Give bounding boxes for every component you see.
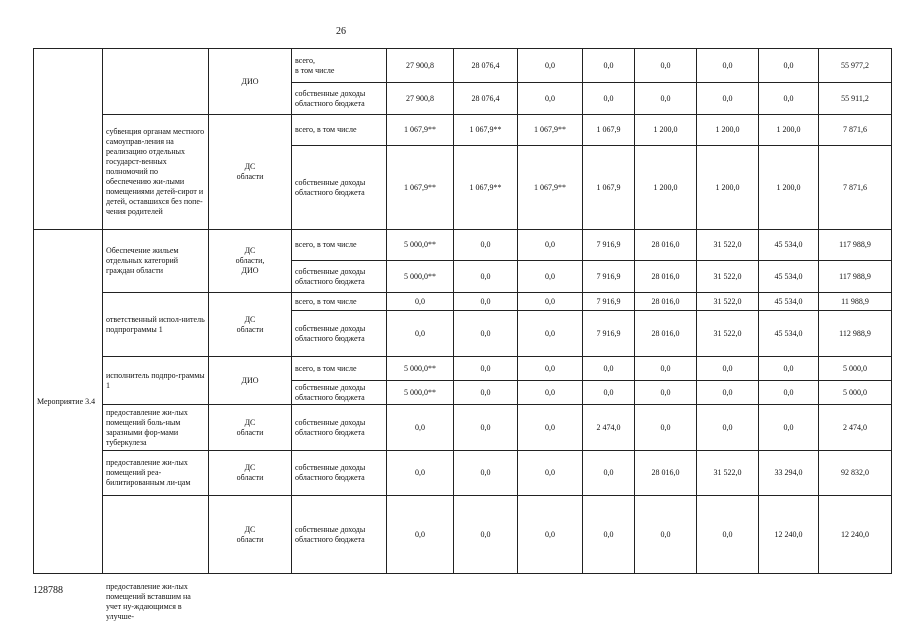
value-cell: 7 916,9 bbox=[583, 230, 635, 261]
executor-cell: ДС области, ДИО bbox=[209, 230, 292, 293]
name-cell: субвенция органам местного самоуправ-ления на реализацию отдельных государст-венных полномочий по обеспечению жи-лыми помещениями детей-сирот и детей, оставшихся без попе-чения родителей bbox=[103, 115, 209, 230]
executor-text: ДИО bbox=[241, 76, 259, 86]
value-cell: 0,0 bbox=[387, 293, 454, 311]
event-cell: Мероприятие 3.4 bbox=[34, 230, 103, 574]
source-cell: собственные доходы областного бюджета bbox=[292, 496, 387, 574]
value-cell: 45 534,0 bbox=[759, 230, 819, 261]
value-cell: 0,0 bbox=[583, 496, 635, 574]
executor-cell: ДС области bbox=[209, 496, 292, 574]
value-cell: 1 200,0 bbox=[635, 146, 697, 230]
table-row bbox=[34, 293, 892, 311]
name-cell bbox=[103, 49, 209, 115]
value-cell: 0,0 bbox=[518, 261, 583, 293]
value-cell: 0,0 bbox=[697, 496, 759, 574]
name-cell: ответственный испол-нитель подпрограммы 1 bbox=[103, 293, 209, 357]
value-cell: 0,0 bbox=[454, 311, 518, 357]
value-cell: 1 200,0 bbox=[697, 115, 759, 146]
value-cell: 0,0 bbox=[759, 49, 819, 83]
table-row bbox=[34, 357, 892, 381]
value-cell: 12 240,0 bbox=[759, 496, 819, 574]
value-cell: 27 900,8 bbox=[387, 49, 454, 83]
value-cell: 0,0 bbox=[697, 49, 759, 83]
source-cell: всего, в том числе bbox=[292, 293, 387, 311]
value-cell: 31 522,0 bbox=[697, 230, 759, 261]
executor-cell: ДИО bbox=[209, 357, 292, 405]
value-cell: 1 067,9** bbox=[518, 146, 583, 230]
page-number: 26 bbox=[336, 26, 346, 37]
total-cell: 117 988,9 bbox=[819, 230, 892, 261]
value-cell: 31 522,0 bbox=[697, 261, 759, 293]
value-cell: 0,0 bbox=[518, 405, 583, 451]
source-cell: собственные доходы областного бюджета bbox=[292, 451, 387, 496]
executor-cell: ДС области bbox=[209, 451, 292, 496]
table-row bbox=[34, 230, 892, 261]
value-cell: 0,0 bbox=[759, 405, 819, 451]
table-row bbox=[34, 451, 892, 496]
value-cell: 0,0 bbox=[518, 496, 583, 574]
value-cell: 1 200,0 bbox=[759, 115, 819, 146]
value-cell: 0,0 bbox=[518, 49, 583, 83]
table-row bbox=[34, 496, 892, 574]
value-cell: 0,0 bbox=[454, 293, 518, 311]
value-cell: 28 016,0 bbox=[635, 293, 697, 311]
value-cell: 31 522,0 bbox=[697, 451, 759, 496]
source-cell: всего, в том числе bbox=[292, 357, 387, 381]
value-cell: 0,0 bbox=[583, 357, 635, 381]
value-cell: 31 522,0 bbox=[697, 293, 759, 311]
value-cell: 0,0 bbox=[697, 405, 759, 451]
value-cell: 5 000,0** bbox=[387, 230, 454, 261]
name-cell bbox=[103, 496, 209, 574]
value-cell: 0,0 bbox=[759, 381, 819, 405]
total-cell: 11 988,9 bbox=[819, 293, 892, 311]
source-cell: собственные доходы областного бюджета bbox=[292, 83, 387, 115]
value-cell: 1 067,9 bbox=[583, 115, 635, 146]
value-cell: 28 016,0 bbox=[635, 451, 697, 496]
value-cell: 0,0 bbox=[635, 357, 697, 381]
value-cell: 28 016,0 bbox=[635, 230, 697, 261]
value-cell: 0,0 bbox=[635, 496, 697, 574]
value-cell: 0,0 bbox=[583, 83, 635, 115]
name-cell: исполнитель подпро-граммы 1 bbox=[103, 357, 209, 405]
value-cell: 27 900,8 bbox=[387, 83, 454, 115]
value-cell: 5 000,0** bbox=[387, 261, 454, 293]
value-cell: 0,0 bbox=[454, 261, 518, 293]
executor-cell: ДС области bbox=[209, 293, 292, 357]
value-cell: 0,0 bbox=[454, 451, 518, 496]
value-cell: 0,0 bbox=[518, 230, 583, 261]
name-cell: Обеспечение жильем отдельных категорий граждан области bbox=[103, 230, 209, 293]
value-cell: 0,0 bbox=[518, 451, 583, 496]
value-cell: 7 916,9 bbox=[583, 311, 635, 357]
value-cell: 0,0 bbox=[518, 357, 583, 381]
value-cell: 1 067,9** bbox=[518, 115, 583, 146]
value-cell: 28 016,0 bbox=[635, 261, 697, 293]
total-cell: 5 000,0 bbox=[819, 357, 892, 381]
value-cell: 0,0 bbox=[454, 357, 518, 381]
value-cell: 0,0 bbox=[387, 451, 454, 496]
value-cell: 5 000,0** bbox=[387, 381, 454, 405]
source-cell: всего, в том числе bbox=[292, 230, 387, 261]
name-cell: предоставление жи-лых помещений боль-ным заразными фор-мами туберкулеза bbox=[103, 405, 209, 451]
value-cell: 0,0 bbox=[518, 311, 583, 357]
value-cell: 28 016,0 bbox=[635, 311, 697, 357]
total-cell: 55 977,2 bbox=[819, 49, 892, 83]
value-cell: 0,0 bbox=[635, 405, 697, 451]
value-cell: 0,0 bbox=[583, 49, 635, 83]
document-code: 128788 bbox=[33, 585, 63, 596]
value-cell: 1 067,9** bbox=[387, 115, 454, 146]
total-cell: 7 871,6 bbox=[819, 115, 892, 146]
value-cell: 0,0 bbox=[518, 381, 583, 405]
executor-cell: ДС области bbox=[209, 115, 292, 230]
total-cell: 112 988,9 bbox=[819, 311, 892, 357]
value-cell: 0,0 bbox=[518, 83, 583, 115]
value-cell: 0,0 bbox=[387, 496, 454, 574]
value-cell: 0,0 bbox=[454, 381, 518, 405]
event-cell bbox=[34, 49, 103, 230]
source-cell: собственные доходы областного бюджета bbox=[292, 261, 387, 293]
value-cell: 1 200,0 bbox=[635, 115, 697, 146]
value-cell: 0,0 bbox=[583, 381, 635, 405]
table-row bbox=[34, 49, 892, 83]
value-cell: 0,0 bbox=[759, 357, 819, 381]
executor-cell bbox=[209, 49, 292, 115]
source-cell: всего, в том числе bbox=[292, 49, 387, 83]
total-cell: 2 474,0 bbox=[819, 405, 892, 451]
value-cell: 7 916,9 bbox=[583, 293, 635, 311]
value-cell: 33 294,0 bbox=[759, 451, 819, 496]
value-cell: 0,0 bbox=[454, 405, 518, 451]
value-cell: 0,0 bbox=[387, 311, 454, 357]
value-cell: 1 200,0 bbox=[697, 146, 759, 230]
name-cell: предоставление жи-лых помещений реа-билитированным ли-цам bbox=[103, 451, 209, 496]
budget-table bbox=[33, 48, 892, 574]
source-cell: собственные доходы областного бюджета bbox=[292, 405, 387, 451]
value-cell: 1 067,9** bbox=[454, 146, 518, 230]
value-cell: 28 076,4 bbox=[454, 49, 518, 83]
value-cell: 28 076,4 bbox=[454, 83, 518, 115]
source-cell: собственные доходы областного бюджета bbox=[292, 146, 387, 230]
total-cell: 92 832,0 bbox=[819, 451, 892, 496]
value-cell: 1 067,9** bbox=[387, 146, 454, 230]
value-cell: 0,0 bbox=[635, 381, 697, 405]
source-cell: собственные доходы областного бюджета bbox=[292, 381, 387, 405]
value-cell: 0,0 bbox=[697, 83, 759, 115]
total-cell: 55 911,2 bbox=[819, 83, 892, 115]
value-cell: 1 200,0 bbox=[759, 146, 819, 230]
value-cell: 0,0 bbox=[697, 381, 759, 405]
total-cell: 12 240,0 bbox=[819, 496, 892, 574]
executor-cell: ДС области bbox=[209, 405, 292, 451]
value-cell: 0,0 bbox=[697, 357, 759, 381]
table-row bbox=[34, 405, 892, 451]
value-cell: 0,0 bbox=[518, 293, 583, 311]
value-cell: 31 522,0 bbox=[697, 311, 759, 357]
value-cell: 5 000,0** bbox=[387, 357, 454, 381]
value-cell: 0,0 bbox=[635, 83, 697, 115]
value-cell: 0,0 bbox=[454, 496, 518, 574]
value-cell: 0,0 bbox=[454, 230, 518, 261]
total-cell: 117 988,9 bbox=[819, 261, 892, 293]
value-cell: 0,0 bbox=[635, 49, 697, 83]
value-cell: 0,0 bbox=[387, 405, 454, 451]
value-cell: 45 534,0 bbox=[759, 293, 819, 311]
value-cell: 7 916,9 bbox=[583, 261, 635, 293]
total-cell: 5 000,0 bbox=[819, 381, 892, 405]
value-cell: 1 067,9 bbox=[583, 146, 635, 230]
continued-item-text: предоставление жи-лых помещений вставшим на учет ну-ждающимся в улучше- bbox=[106, 582, 191, 621]
total-cell: 7 871,6 bbox=[819, 146, 892, 230]
value-cell: 0,0 bbox=[583, 451, 635, 496]
source-cell: всего, в том числе bbox=[292, 115, 387, 146]
value-cell: 0,0 bbox=[759, 83, 819, 115]
value-cell: 1 067,9** bbox=[454, 115, 518, 146]
value-cell: 2 474,0 bbox=[583, 405, 635, 451]
value-cell: 45 534,0 bbox=[759, 311, 819, 357]
table-row bbox=[34, 115, 892, 146]
source-cell: собственные доходы областного бюджета bbox=[292, 311, 387, 357]
value-cell: 45 534,0 bbox=[759, 261, 819, 293]
